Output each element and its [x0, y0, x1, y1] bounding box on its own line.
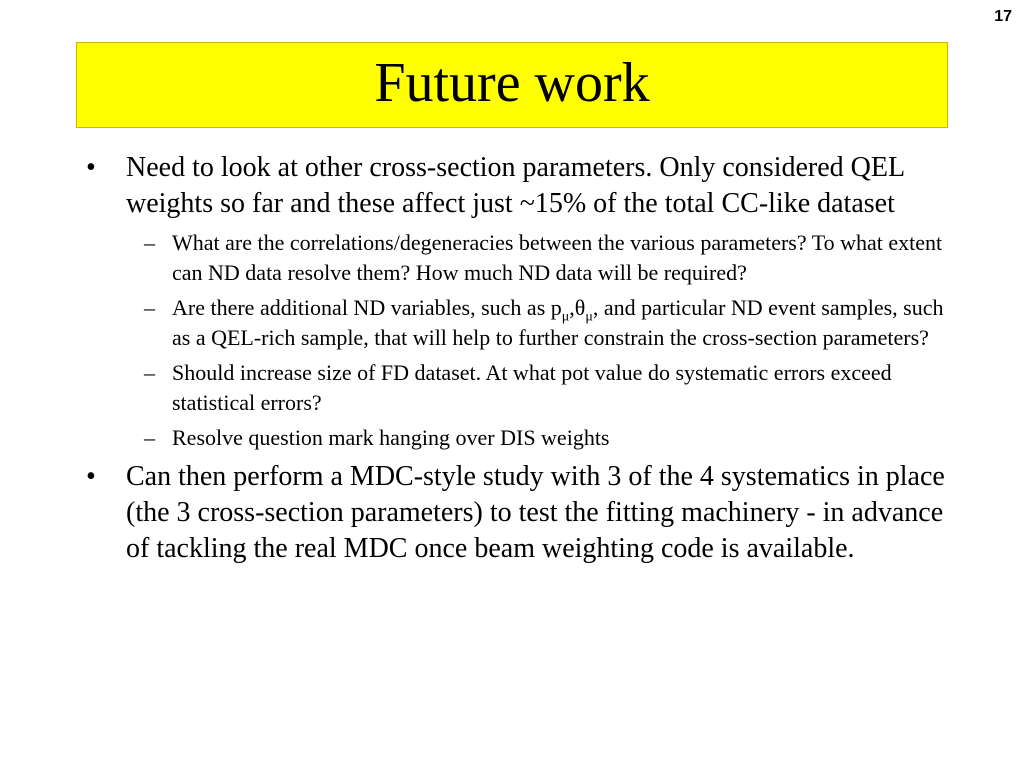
sub-bullet-list — [126, 228, 956, 453]
sub-bullet-item — [126, 358, 956, 418]
sub-bullet-item — [126, 228, 956, 288]
sub-bullet-text-mid: ,θ — [569, 295, 586, 320]
sub-bullet-text: What are the correlations/degeneracies between the various parameters? To what extent can ND data resolve them? How much ND data will be required? — [172, 230, 943, 285]
bullet-item — [86, 459, 956, 567]
bullet-item — [86, 150, 956, 453]
sub-bullet-text-start: Are there additional ND variables, such as p — [172, 295, 562, 320]
sub-bullet-marker: – — [144, 230, 155, 255]
bullet-marker: • — [86, 152, 96, 183]
sub-bullet-text: Resolve question mark hanging over DIS weights — [172, 425, 610, 450]
sub-bullet-marker: – — [144, 295, 155, 320]
sub-bullet-text: Should increase size of FD dataset. At what pot value do systematic errors exceed statistical errors? — [172, 360, 892, 415]
sub-bullet-item — [126, 423, 956, 453]
sub-bullet-text-end: , and particular ND event samples, such as a QEL-rich sample, that will help to further constrain the cross-section parameters? — [172, 295, 944, 350]
content-body — [86, 150, 956, 567]
subscript-mu: μ — [585, 309, 593, 325]
bullet-text: Need to look at other cross-section parameters. Only considered QEL weights so far and these affect just ~15% of the total CC-like dataset — [126, 152, 905, 219]
slide-title: Future work — [374, 52, 650, 114]
bullet-text: Can then perform a MDC-style study with 3 of the 4 systematics in place (the 3 cross-section parameters) to test the fitting machinery - in advance of tackling the real MDC once beam weighting code is available. — [126, 461, 945, 564]
sub-bullet-item — [126, 293, 956, 353]
page-number: 17 — [994, 8, 1012, 25]
title-box — [76, 42, 948, 128]
subscript-mu: μ — [561, 309, 570, 325]
sub-bullet-marker: – — [144, 425, 155, 450]
bullet-marker: • — [86, 461, 96, 492]
sub-bullet-marker: – — [144, 360, 155, 385]
